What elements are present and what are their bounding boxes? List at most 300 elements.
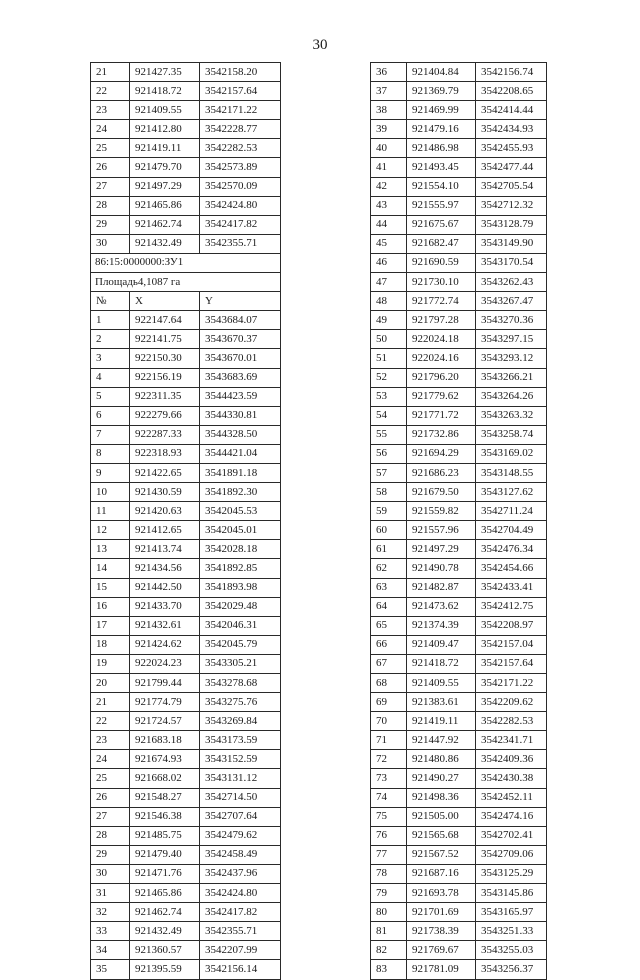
- area-row: [91, 273, 281, 292]
- parcel-header: [91, 253, 281, 310]
- table-row: [91, 693, 281, 712]
- x-coordinate: 922318.93: [130, 444, 200, 463]
- y-coordinate: 3542711.24: [476, 502, 547, 521]
- x-coordinate: 922024.18: [407, 330, 476, 349]
- point-number: 71: [371, 731, 407, 750]
- point-number: 31: [91, 884, 130, 903]
- x-coordinate: 921433.70: [130, 597, 200, 616]
- table-row: [91, 196, 281, 215]
- right-coordinate-table: [370, 62, 547, 980]
- x-coordinate: 921427.35: [130, 63, 200, 82]
- x-coordinate: 921480.86: [407, 750, 476, 769]
- point-number: 67: [371, 654, 407, 673]
- table-row: [91, 349, 281, 368]
- table-row: [91, 750, 281, 769]
- point-number: 4: [91, 368, 130, 387]
- point-number: 8: [91, 444, 130, 463]
- table-row: [371, 330, 547, 349]
- x-coordinate: 921497.29: [407, 540, 476, 559]
- point-number: 32: [91, 903, 130, 922]
- point-number: 23: [91, 731, 130, 750]
- table-row: [91, 158, 281, 177]
- y-coordinate: 3543278.68: [200, 674, 281, 693]
- table-row: [371, 406, 547, 425]
- x-coordinate: 921486.98: [407, 139, 476, 158]
- table-row: [371, 674, 547, 693]
- point-number: 29: [91, 215, 130, 234]
- table-row: [371, 903, 547, 922]
- y-coordinate: 3542355.71: [200, 234, 281, 253]
- y-coordinate: 3542157.64: [200, 82, 281, 101]
- left-top-rows: [91, 63, 281, 254]
- point-number: 29: [91, 845, 130, 864]
- y-coordinate: 3542282.53: [200, 139, 281, 158]
- table-row: [371, 616, 547, 635]
- point-number: 21: [91, 693, 130, 712]
- table-row: [371, 253, 547, 272]
- x-coordinate: 921395.59: [130, 960, 200, 979]
- x-coordinate: 921490.27: [407, 769, 476, 788]
- point-number: 65: [371, 616, 407, 635]
- x-coordinate: 921675.67: [407, 215, 476, 234]
- table-row: [91, 368, 281, 387]
- x-coordinate: 921557.96: [407, 521, 476, 540]
- x-coordinate: 921432.49: [130, 922, 200, 941]
- point-number: 27: [91, 177, 130, 196]
- table-row: [371, 693, 547, 712]
- y-coordinate: 3544423.59: [200, 387, 281, 406]
- x-coordinate: 921679.50: [407, 483, 476, 502]
- y-coordinate: 3541892.85: [200, 559, 281, 578]
- point-number: 56: [371, 444, 407, 463]
- left-coordinate-table: [90, 62, 281, 980]
- table-row: [91, 82, 281, 101]
- point-number: 36: [371, 63, 407, 82]
- point-number: 61: [371, 540, 407, 559]
- point-number: 25: [91, 139, 130, 158]
- x-coordinate: 921554.10: [407, 177, 476, 196]
- point-number: 7: [91, 425, 130, 444]
- table-row: [371, 349, 547, 368]
- left-main-rows: [91, 311, 281, 979]
- x-coordinate: 921471.76: [130, 864, 200, 883]
- x-coordinate: 921781.09: [407, 960, 476, 979]
- x-coordinate: 921771.72: [407, 406, 476, 425]
- point-number: 34: [91, 941, 130, 960]
- table-row: [371, 273, 547, 292]
- x-coordinate: 921383.61: [407, 693, 476, 712]
- point-number: 58: [371, 483, 407, 502]
- point-number: 10: [91, 483, 130, 502]
- table-row: [91, 788, 281, 807]
- column-header-row: [91, 292, 281, 311]
- y-coordinate: 3542029.48: [200, 597, 281, 616]
- x-coordinate: 921465.86: [130, 884, 200, 903]
- y-coordinate: 3543127.62: [476, 483, 547, 502]
- x-coordinate: 921674.93: [130, 750, 200, 769]
- x-coordinate: 921409.55: [130, 101, 200, 120]
- table-row: [371, 845, 547, 864]
- table-row: [371, 120, 547, 139]
- table-row: [371, 463, 547, 482]
- y-coordinate: 3543275.76: [200, 693, 281, 712]
- table-row: [371, 215, 547, 234]
- x-coordinate: 921412.80: [130, 120, 200, 139]
- y-coordinate: 3542046.31: [200, 616, 281, 635]
- table-row: [371, 540, 547, 559]
- x-coordinate: 921479.70: [130, 158, 200, 177]
- point-number: 72: [371, 750, 407, 769]
- y-coordinate: 3542433.41: [476, 578, 547, 597]
- table-row: [91, 502, 281, 521]
- point-number: 45: [371, 234, 407, 253]
- table-row: [371, 139, 547, 158]
- point-number: 42: [371, 177, 407, 196]
- table-row: [371, 444, 547, 463]
- x-coordinate: 921419.11: [130, 139, 200, 158]
- y-coordinate: 3543262.43: [476, 273, 547, 292]
- x-coordinate: 921724.57: [130, 712, 200, 731]
- table-row: [91, 521, 281, 540]
- table-row: [371, 769, 547, 788]
- y-coordinate: 3543293.12: [476, 349, 547, 368]
- point-number: 74: [371, 788, 407, 807]
- table-row: [371, 311, 547, 330]
- page-number: 30: [312, 37, 328, 53]
- table-row: [371, 177, 547, 196]
- x-coordinate: 921479.40: [130, 845, 200, 864]
- table-row: [91, 960, 281, 979]
- y-coordinate: 3543169.02: [476, 444, 547, 463]
- x-coordinate: 921465.86: [130, 196, 200, 215]
- y-coordinate: 3542714.50: [200, 788, 281, 807]
- x-coordinate: 921732.86: [407, 425, 476, 444]
- y-coordinate: 3542424.80: [200, 884, 281, 903]
- point-number: 26: [91, 158, 130, 177]
- table-row: [91, 597, 281, 616]
- x-coordinate: 921567.52: [407, 845, 476, 864]
- table-row: [91, 330, 281, 349]
- parcel-id-row: [91, 253, 281, 272]
- point-number: 48: [371, 292, 407, 311]
- table-row: [91, 101, 281, 120]
- y-coordinate: 3542045.53: [200, 502, 281, 521]
- x-coordinate: 921369.79: [407, 82, 476, 101]
- table-row: [371, 788, 547, 807]
- x-coordinate: 921442.50: [130, 578, 200, 597]
- x-coordinate: 921796.20: [407, 368, 476, 387]
- x-coordinate: 921683.18: [130, 731, 200, 750]
- point-number: 2: [91, 330, 130, 349]
- point-number: 12: [91, 521, 130, 540]
- y-coordinate: 3542705.54: [476, 177, 547, 196]
- y-coordinate: 3542709.06: [476, 845, 547, 864]
- y-coordinate: 3543264.26: [476, 387, 547, 406]
- x-coordinate: 921548.27: [130, 788, 200, 807]
- table-row: [91, 425, 281, 444]
- parcel-area: Площадь4,1087 га: [91, 273, 281, 292]
- table-row: [371, 559, 547, 578]
- y-coordinate: 3544328.50: [200, 425, 281, 444]
- y-coordinate: 3543165.97: [476, 903, 547, 922]
- table-row: [91, 177, 281, 196]
- y-coordinate: 3542454.66: [476, 559, 547, 578]
- y-coordinate: 3542476.34: [476, 540, 547, 559]
- x-coordinate: 921409.55: [407, 674, 476, 693]
- point-number: 53: [371, 387, 407, 406]
- point-number: 20: [91, 674, 130, 693]
- table-row: [91, 63, 281, 82]
- point-number: 38: [371, 101, 407, 120]
- point-number: 14: [91, 559, 130, 578]
- x-coordinate: 921469.99: [407, 101, 476, 120]
- point-number: 28: [91, 826, 130, 845]
- table-row: [371, 196, 547, 215]
- table-row: [371, 502, 547, 521]
- point-number: 73: [371, 769, 407, 788]
- y-coordinate: 3542417.82: [200, 903, 281, 922]
- y-coordinate: 3543305.21: [200, 654, 281, 673]
- y-coordinate: 3542430.38: [476, 769, 547, 788]
- point-number: 82: [371, 941, 407, 960]
- point-number: 77: [371, 845, 407, 864]
- table-row: [91, 559, 281, 578]
- table-row: [91, 635, 281, 654]
- table-row: [371, 292, 547, 311]
- y-coordinate: 3542712.32: [476, 196, 547, 215]
- point-number: 18: [91, 635, 130, 654]
- table-row: [91, 864, 281, 883]
- point-number: 24: [91, 120, 130, 139]
- point-number: 62: [371, 559, 407, 578]
- y-coordinate: 3543270.36: [476, 311, 547, 330]
- y-coordinate: 3543670.01: [200, 349, 281, 368]
- point-number: 19: [91, 654, 130, 673]
- point-number: 69: [371, 693, 407, 712]
- table-row: [371, 82, 547, 101]
- point-number: 46: [371, 253, 407, 272]
- point-number: 11: [91, 502, 130, 521]
- y-coordinate: 3544330.81: [200, 406, 281, 425]
- x-coordinate: 921374.39: [407, 616, 476, 635]
- x-coordinate: 922147.64: [130, 311, 200, 330]
- x-coordinate: 921420.63: [130, 502, 200, 521]
- table-row: [371, 483, 547, 502]
- x-coordinate: 922024.16: [407, 349, 476, 368]
- x-coordinate: 921493.45: [407, 158, 476, 177]
- table-row: [91, 387, 281, 406]
- point-number: 47: [371, 273, 407, 292]
- table-row: [371, 941, 547, 960]
- right-rows: [371, 63, 547, 980]
- x-coordinate: 921565.68: [407, 826, 476, 845]
- table-row: [371, 63, 547, 82]
- point-number: 17: [91, 616, 130, 635]
- y-coordinate: 3543149.90: [476, 234, 547, 253]
- y-coordinate: 3542045.79: [200, 635, 281, 654]
- table-row: [91, 215, 281, 234]
- table-row: [91, 616, 281, 635]
- y-coordinate: 3542702.41: [476, 826, 547, 845]
- point-number: 1: [91, 311, 130, 330]
- x-coordinate: 921701.69: [407, 903, 476, 922]
- x-coordinate: 921668.02: [130, 769, 200, 788]
- y-coordinate: 3543256.37: [476, 960, 547, 979]
- y-coordinate: 3542208.97: [476, 616, 547, 635]
- table-row: [371, 922, 547, 941]
- y-coordinate: 3542479.62: [200, 826, 281, 845]
- y-coordinate: 3542207.99: [200, 941, 281, 960]
- point-number: 9: [91, 463, 130, 482]
- y-coordinate: 3542573.89: [200, 158, 281, 177]
- x-coordinate: 921769.67: [407, 941, 476, 960]
- table-row: [371, 597, 547, 616]
- y-coordinate: 3543297.15: [476, 330, 547, 349]
- table-row: [371, 101, 547, 120]
- y-coordinate: 3543145.86: [476, 884, 547, 903]
- y-coordinate: 3542228.77: [200, 120, 281, 139]
- table-row: [91, 807, 281, 826]
- header-x: X: [130, 292, 200, 311]
- table-row: [371, 578, 547, 597]
- point-number: 57: [371, 463, 407, 482]
- point-number: 16: [91, 597, 130, 616]
- table-row: [91, 406, 281, 425]
- table-row: [371, 234, 547, 253]
- y-coordinate: 3543258.74: [476, 425, 547, 444]
- point-number: 49: [371, 311, 407, 330]
- point-number: 54: [371, 406, 407, 425]
- y-coordinate: 3542412.75: [476, 597, 547, 616]
- x-coordinate: 921432.49: [130, 234, 200, 253]
- y-coordinate: 3541891.18: [200, 463, 281, 482]
- x-coordinate: 921799.44: [130, 674, 200, 693]
- x-coordinate: 921479.16: [407, 120, 476, 139]
- point-number: 25: [91, 769, 130, 788]
- point-number: 26: [91, 788, 130, 807]
- point-number: 28: [91, 196, 130, 215]
- y-coordinate: 3542045.01: [200, 521, 281, 540]
- x-coordinate: 921422.65: [130, 463, 200, 482]
- point-number: 83: [371, 960, 407, 979]
- y-coordinate: 3543131.12: [200, 769, 281, 788]
- table-row: [371, 750, 547, 769]
- y-coordinate: 3542455.93: [476, 139, 547, 158]
- x-coordinate: 921412.65: [130, 521, 200, 540]
- point-number: 40: [371, 139, 407, 158]
- y-coordinate: 3543152.59: [200, 750, 281, 769]
- table-row: [91, 731, 281, 750]
- table-row: [91, 941, 281, 960]
- x-coordinate: 921462.74: [130, 215, 200, 234]
- point-number: 60: [371, 521, 407, 540]
- x-coordinate: 921682.47: [407, 234, 476, 253]
- point-number: 33: [91, 922, 130, 941]
- point-number: 21: [91, 63, 130, 82]
- table-row: [91, 903, 281, 922]
- table-row: [371, 712, 547, 731]
- y-coordinate: 3543128.79: [476, 215, 547, 234]
- point-number: 39: [371, 120, 407, 139]
- table-row: [91, 712, 281, 731]
- table-row: [371, 368, 547, 387]
- x-coordinate: 921419.11: [407, 712, 476, 731]
- point-number: 52: [371, 368, 407, 387]
- x-coordinate: 921473.62: [407, 597, 476, 616]
- x-coordinate: 921432.61: [130, 616, 200, 635]
- point-number: 51: [371, 349, 407, 368]
- point-number: 44: [371, 215, 407, 234]
- table-row: [91, 845, 281, 864]
- y-coordinate: 3543683.69: [200, 368, 281, 387]
- x-coordinate: 921686.23: [407, 463, 476, 482]
- point-number: 66: [371, 635, 407, 654]
- y-coordinate: 3542414.44: [476, 101, 547, 120]
- point-number: 55: [371, 425, 407, 444]
- table-row: [371, 864, 547, 883]
- y-coordinate: 3542171.22: [476, 674, 547, 693]
- point-number: 70: [371, 712, 407, 731]
- y-coordinate: 3542458.49: [200, 845, 281, 864]
- x-coordinate: 921404.84: [407, 63, 476, 82]
- y-coordinate: 3543255.03: [476, 941, 547, 960]
- y-coordinate: 3542157.64: [476, 654, 547, 673]
- y-coordinate: 3542707.64: [200, 807, 281, 826]
- y-coordinate: 3542704.49: [476, 521, 547, 540]
- x-coordinate: 921418.72: [130, 82, 200, 101]
- y-coordinate: 3543263.32: [476, 406, 547, 425]
- x-coordinate: 922141.75: [130, 330, 200, 349]
- point-number: 30: [91, 864, 130, 883]
- point-number: 24: [91, 750, 130, 769]
- point-number: 6: [91, 406, 130, 425]
- y-coordinate: 3543670.37: [200, 330, 281, 349]
- y-coordinate: 3542208.65: [476, 82, 547, 101]
- y-coordinate: 3541892.30: [200, 483, 281, 502]
- x-coordinate: 921497.29: [130, 177, 200, 196]
- y-coordinate: 3542341.71: [476, 731, 547, 750]
- x-coordinate: 921447.92: [407, 731, 476, 750]
- x-coordinate: 922311.35: [130, 387, 200, 406]
- y-coordinate: 3542452.11: [476, 788, 547, 807]
- y-coordinate: 3542282.53: [476, 712, 547, 731]
- point-number: 68: [371, 674, 407, 693]
- point-number: 22: [91, 712, 130, 731]
- x-coordinate: 921559.82: [407, 502, 476, 521]
- y-coordinate: 3542355.71: [200, 922, 281, 941]
- table-row: [371, 635, 547, 654]
- y-coordinate: 3543170.54: [476, 253, 547, 272]
- y-coordinate: 3543269.84: [200, 712, 281, 731]
- x-coordinate: 921730.10: [407, 273, 476, 292]
- x-coordinate: 921360.57: [130, 941, 200, 960]
- x-coordinate: 921490.78: [407, 559, 476, 578]
- x-coordinate: 921462.74: [130, 903, 200, 922]
- point-number: 80: [371, 903, 407, 922]
- table-row: [91, 483, 281, 502]
- point-number: 75: [371, 807, 407, 826]
- point-number: 3: [91, 349, 130, 368]
- x-coordinate: 922156.19: [130, 368, 200, 387]
- x-coordinate: 921687.16: [407, 864, 476, 883]
- x-coordinate: 922279.66: [130, 406, 200, 425]
- x-coordinate: 921430.59: [130, 483, 200, 502]
- y-coordinate: 3542209.62: [476, 693, 547, 712]
- table-row: [371, 158, 547, 177]
- y-coordinate: 3542171.22: [200, 101, 281, 120]
- point-number: 78: [371, 864, 407, 883]
- y-coordinate: 3542477.44: [476, 158, 547, 177]
